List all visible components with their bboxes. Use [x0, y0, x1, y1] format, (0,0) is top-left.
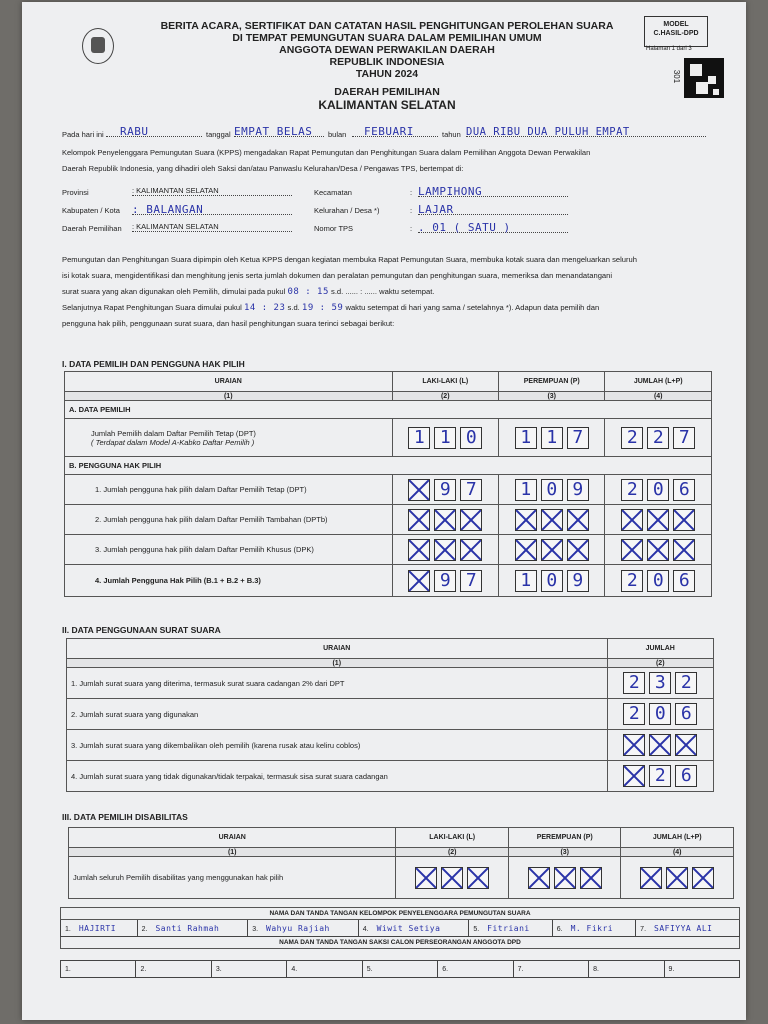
hari-value: RABU — [120, 125, 149, 138]
form-header — [152, 20, 622, 111]
paragraph-line — [62, 284, 732, 300]
cell — [499, 505, 605, 535]
col-number: (3) — [508, 848, 621, 857]
opening-text: Kelompok Penyelenggara Pemungutan Suara (KPPS) mengadakan Rapat Pemungutan dan Penghitungan Suara dalam Pemilihan Anggota Dewan Perwakilan — [62, 148, 591, 157]
table-row — [67, 761, 714, 792]
col-perempuan: PEREMPUAN (P) — [499, 372, 605, 392]
digit-box: 2 — [621, 479, 643, 501]
table-row — [65, 419, 712, 457]
signature-name: Santi Rahmah — [155, 923, 220, 933]
crossed-box — [647, 509, 669, 531]
section-1-table — [64, 371, 712, 597]
crossed-box — [467, 867, 489, 889]
kelurahan-field — [418, 200, 568, 215]
kpps-signature-cell — [552, 920, 635, 937]
cell — [499, 419, 605, 457]
digit-boxes — [397, 479, 494, 501]
model-label: MODEL — [663, 21, 689, 28]
signature-number: 7. — [640, 925, 647, 933]
digit-box: 1 — [515, 427, 537, 449]
digit-box: 0 — [460, 427, 482, 449]
cell — [605, 565, 712, 597]
daerah-pemilihan-value: : KALIMANTAN SELATAN — [132, 222, 292, 232]
provinsi-value: : KALIMANTAN SELATAN — [132, 186, 292, 196]
crossed-box — [567, 539, 589, 561]
kpps-signature-title: NAMA DAN TANDA TANGAN KELOMPOK PENYELENGGARA PEMUNGUTAN SUARA — [61, 908, 740, 920]
table-row — [67, 730, 714, 761]
row-label: 2. Jumlah surat suara yang digunakan — [67, 699, 608, 730]
row-label: 2. Jumlah pengguna hak pilih dalam Daftar Pemilih Tambahan (DPTb) — [65, 505, 393, 535]
saksi-signature-cell: 9. — [664, 961, 740, 978]
kabupaten-field — [132, 200, 292, 215]
digit-box: 9 — [567, 570, 589, 592]
digit-boxes — [612, 703, 710, 725]
section-2-title: II. DATA PENGGUNAAN SURAT SUARA — [62, 625, 221, 635]
model-code: C.HASIL-DPD — [653, 30, 699, 37]
daerah-label: DAERAH PEMILIHAN — [334, 86, 440, 98]
daerah-pemilihan-label: Daerah Pemilihan — [62, 224, 122, 233]
col-number: (2) — [396, 848, 509, 857]
col-uraian: URAIAN — [69, 828, 396, 848]
digit-box: 9 — [567, 479, 589, 501]
cell — [392, 505, 498, 535]
saksi-signature-cell: 4. — [287, 961, 362, 978]
table-row — [65, 505, 712, 535]
crossed-box — [675, 734, 697, 756]
kelurahan-label: Kelurahan / Desa *) — [314, 206, 380, 215]
digit-box: 6 — [675, 765, 697, 787]
col-perempuan: PEREMPUAN (P) — [508, 828, 621, 848]
digit-box: 0 — [647, 570, 669, 592]
crossed-box — [554, 867, 576, 889]
signature-number: 1. — [65, 925, 71, 933]
digit-box: 6 — [673, 479, 695, 501]
digit-boxes — [503, 479, 600, 501]
digit-boxes — [609, 427, 707, 449]
row-label: 3. Jumlah pengguna hak pilih dalam Daftar Pemilih Khusus (DPK) — [65, 535, 393, 565]
saksi-signature-cell: 5. — [362, 961, 437, 978]
header-line: DI TEMPAT PEMUNGUTAN SUARA DALAM PEMILIHAN UMUM — [232, 32, 542, 44]
digit-boxes — [609, 509, 707, 531]
digit-boxes — [612, 765, 710, 787]
section-3-table — [68, 827, 734, 899]
digit-box: 2 — [675, 672, 697, 694]
digit-boxes — [609, 570, 707, 592]
digit-boxes — [503, 570, 600, 592]
tanggal-value: EMPAT BELAS — [234, 125, 313, 138]
digit-box: 1 — [515, 479, 537, 501]
digit-box: 0 — [649, 703, 671, 725]
table-row — [67, 699, 714, 730]
crossed-box — [541, 539, 563, 561]
header-line: TAHUN 2024 — [355, 68, 419, 80]
cell — [396, 857, 509, 899]
col-laki: LAKI-LAKI (L) — [396, 828, 509, 848]
cell — [392, 535, 498, 565]
cell — [499, 565, 605, 597]
col-number: (2) — [392, 392, 498, 401]
digit-boxes — [503, 427, 600, 449]
digit-boxes — [609, 539, 707, 561]
tanggal-field — [234, 122, 324, 137]
kecamatan-value: LAMPIHONG — [418, 185, 483, 198]
crossed-box — [623, 734, 645, 756]
digit-boxes — [397, 427, 494, 449]
digit-box: 1 — [515, 570, 537, 592]
col-uraian: URAIAN — [65, 372, 393, 392]
paragraph-line — [62, 300, 732, 316]
digit-box: 7 — [567, 427, 589, 449]
col-uraian: URAIAN — [67, 639, 608, 659]
kpps-signature-cell — [636, 920, 740, 937]
table-row — [65, 565, 712, 597]
dpt-label: Jumlah Pemilih dalam Daftar Pemilih Tetap (DPT) — [91, 428, 256, 438]
signature-name: Wiwit Setiya — [376, 923, 441, 933]
digit-box: 7 — [460, 479, 482, 501]
cell — [499, 535, 605, 565]
paragraph-text: s.d. ...... : ...... waktu setempat. — [331, 287, 435, 296]
crossed-box — [434, 509, 456, 531]
crossed-box — [692, 867, 714, 889]
digit-box: 2 — [621, 427, 643, 449]
section-1-title: I. DATA PEMILIH DAN PENGGUNA HAK PILIH — [62, 359, 245, 369]
paragraph-text: Selanjutnya Rapat Penghitungan Suara dimulai pukul — [62, 303, 242, 312]
paragraph-line: isi kotak suara, mengidentifikasi dan menghitung jenis serta jumlah dokumen dan peralatan pemungutan dan penghitungan suara, memeriksa dan menandatangani — [62, 271, 613, 280]
cell — [607, 699, 714, 730]
cell — [605, 505, 712, 535]
crossed-box — [640, 867, 662, 889]
time-end-count: 19 : 59 — [301, 303, 344, 313]
bulan-field — [352, 122, 438, 137]
colon: : — [410, 224, 413, 233]
section-2-table — [66, 638, 714, 792]
digit-box: 2 — [623, 672, 645, 694]
row-label: 1. Jumlah pengguna hak pilih dalam Daftar Pemilih Tetap (DPT) — [65, 475, 393, 505]
row-label — [65, 419, 393, 457]
digit-box: 2 — [621, 570, 643, 592]
signature-name: M. Fikri — [570, 923, 614, 933]
crossed-box — [408, 509, 430, 531]
time-start-count: 14 : 23 — [243, 303, 286, 313]
crossed-box — [434, 539, 456, 561]
row-label: 4. Jumlah surat suara yang tidak digunakan/tidak terpakai, termasuk sisa surat suara cadangan — [67, 761, 608, 792]
paragraph-text: s.d. — [287, 303, 300, 312]
crossed-box — [621, 509, 643, 531]
saksi-signature-cell: 7. — [513, 961, 588, 978]
digit-box: 2 — [623, 703, 645, 725]
digit-boxes — [397, 509, 494, 531]
opening-text: Daerah Republik Indonesia, yang dihadiri oleh Saksi dan/atau Panwaslu Kelurahan/Desa / Pengawas TPS, bertempat di: — [62, 164, 464, 173]
provinsi-label: Provinsi — [62, 188, 89, 197]
saksi-signature-cell: 8. — [589, 961, 664, 978]
cell — [607, 730, 714, 761]
cell — [605, 419, 712, 457]
cell — [607, 761, 714, 792]
row-label: Jumlah seluruh Pemilih disabilitas yang menggunakan hak pilih — [69, 857, 396, 899]
signature-name: SAFIYYA ALI — [654, 923, 713, 933]
kpps-signature-table — [60, 907, 740, 949]
digit-box: 6 — [675, 703, 697, 725]
kabupaten-label: Kabupaten / Kota — [62, 206, 120, 215]
time-start-prep: 08 : 15 — [287, 287, 329, 297]
signature-number: 2. — [141, 925, 148, 933]
row-label: 1. Jumlah surat suara yang diterima, termasuk surat suara cadangan 2% dari DPT — [67, 668, 608, 699]
tps-label: Nomor TPS — [314, 224, 354, 233]
crossed-box — [567, 509, 589, 531]
section-3-title: III. DATA PEMILIH DISABILITAS — [62, 812, 188, 822]
cell — [392, 475, 498, 505]
col-number: (4) — [621, 848, 734, 857]
signature-number: 4. — [362, 925, 369, 933]
col-jumlah: JUMLAH (L+P) — [605, 372, 712, 392]
cell — [621, 857, 734, 899]
col-laki: LAKI-LAKI (L) — [392, 372, 498, 392]
crossed-box — [647, 539, 669, 561]
saksi-signature-table — [60, 960, 740, 978]
bulan-value: FEBUARI — [364, 125, 414, 138]
pada-hari-ini-label: Pada hari ini — [62, 130, 104, 139]
crossed-box — [515, 509, 537, 531]
digit-box: 2 — [649, 765, 671, 787]
col-number: (1) — [67, 659, 608, 668]
cell — [607, 668, 714, 699]
saksi-signature-cell: 2. — [136, 961, 211, 978]
crossed-box — [408, 479, 430, 501]
saksi-signature-cell: 1. — [61, 961, 136, 978]
header-line: REPUBLIK INDONESIA — [329, 56, 445, 68]
table-row — [65, 475, 712, 505]
digit-boxes — [397, 539, 494, 561]
saksi-signature-cell: 3. — [211, 961, 286, 978]
colon: : — [410, 206, 413, 215]
signature-number: 5. — [473, 925, 480, 933]
qr-code-icon — [684, 58, 724, 98]
cell — [499, 475, 605, 505]
crossed-box — [649, 734, 671, 756]
digit-boxes — [612, 672, 710, 694]
digit-box: 1 — [434, 427, 456, 449]
form-page — [22, 2, 746, 1020]
digit-boxes — [625, 867, 729, 889]
kecamatan-field — [418, 182, 568, 197]
digit-box: 0 — [541, 479, 563, 501]
paragraph-text: waktu setempat di hari yang sama / setelahnya *). Adapun data pemilih dan — [345, 303, 600, 312]
digit-box: 9 — [434, 570, 456, 592]
paragraph-line: pengguna hak pilih, penggunaan surat suara, dan hasil penghitungan suara terinci sebagai berikut: — [62, 319, 395, 328]
digit-boxes — [503, 509, 600, 531]
row-label: 4. Jumlah Pengguna Hak Pilih (B.1 + B.2 + B.3) — [65, 565, 393, 597]
saksi-signature-title: NAMA DAN TANDA TANGAN SAKSI CALON PERSEORANGAN ANGGOTA DPD — [61, 937, 740, 949]
digit-box: 0 — [647, 479, 669, 501]
header-line: ANGGOTA DEWAN PERWAKILAN DAERAH — [279, 44, 495, 56]
table-row — [69, 857, 734, 899]
row-label: 3. Jumlah surat suara yang dikembalikan oleh pemilih (karena rusak atau keliru coblos) — [67, 730, 608, 761]
subsection-a-title: A. DATA PEMILIH — [65, 401, 712, 419]
digit-boxes — [612, 734, 710, 756]
signature-name: HAJIRTI — [78, 923, 117, 933]
form-code: 301 — [672, 69, 682, 84]
procedure-paragraph — [62, 252, 732, 332]
paragraph-text: surat suara yang akan digunakan oleh Pemilih, dimulai pada pukul — [62, 287, 286, 296]
crossed-box — [623, 765, 645, 787]
tahun-value: DUA RIBU DUA PULUH EMPAT — [466, 126, 630, 138]
kpps-signature-cell — [469, 920, 552, 937]
crossed-box — [621, 539, 643, 561]
signature-number: 6. — [556, 925, 563, 933]
saksi-signature-cell: 6. — [438, 961, 513, 978]
digit-boxes — [503, 539, 600, 561]
table-row — [65, 535, 712, 565]
crossed-box — [580, 867, 602, 889]
col-number: (1) — [65, 392, 393, 401]
digit-boxes — [400, 867, 504, 889]
col-jumlah: JUMLAH — [607, 639, 714, 659]
cell — [605, 535, 712, 565]
digit-box: 7 — [460, 570, 482, 592]
crossed-box — [441, 867, 463, 889]
digit-box: 9 — [434, 479, 456, 501]
digit-box: 6 — [673, 570, 695, 592]
digit-boxes — [513, 867, 617, 889]
crossed-box — [408, 539, 430, 561]
cell — [605, 475, 712, 505]
digit-box: 1 — [541, 427, 563, 449]
kpps-signature-cell — [61, 920, 138, 937]
bulan-label: bulan — [328, 130, 347, 139]
model-box — [644, 16, 708, 47]
subsection-b-title: B. PENGGUNA HAK PILIH — [65, 457, 712, 475]
signature-name: Wahyu Rajiah — [266, 923, 330, 933]
table-row — [67, 668, 714, 699]
dpt-note: ( Terdapat dalam Model A-Kabko Daftar Pemilih ) — [91, 437, 255, 447]
col-number: (2) — [607, 659, 714, 668]
cell — [392, 565, 498, 597]
cell — [508, 857, 621, 899]
crossed-box — [460, 539, 482, 561]
crossed-box — [541, 509, 563, 531]
kpps-signature-cell — [358, 920, 469, 937]
saksi-signature-row — [61, 961, 740, 978]
crossed-box — [673, 539, 695, 561]
col-jumlah: JUMLAH (L+P) — [621, 828, 734, 848]
tahun-label: tahun — [442, 130, 461, 139]
page-info: Halaman 1 dari 3 — [646, 46, 692, 52]
crossed-box — [408, 570, 430, 592]
crossed-box — [460, 509, 482, 531]
kecamatan-label: Kecamatan — [314, 188, 352, 197]
digit-boxes — [609, 479, 707, 501]
crossed-box — [673, 509, 695, 531]
kpps-signature-cell — [248, 920, 359, 937]
tps-field — [418, 218, 568, 233]
col-number: (3) — [499, 392, 605, 401]
kpps-signature-cell — [137, 920, 248, 937]
digit-box: 1 — [408, 427, 430, 449]
crossed-box — [515, 539, 537, 561]
digit-box: 2 — [647, 427, 669, 449]
colon: : — [410, 188, 413, 197]
col-number: (1) — [69, 848, 396, 857]
tps-value: . 01 ( SATU ) — [418, 221, 511, 234]
kpu-emblem-icon — [82, 28, 114, 64]
digit-box: 3 — [649, 672, 671, 694]
col-number: (4) — [605, 392, 712, 401]
kelurahan-value: LAJAR — [418, 203, 454, 216]
digit-box: 0 — [541, 570, 563, 592]
kpps-signature-row — [61, 920, 740, 937]
cell — [392, 419, 498, 457]
digit-boxes — [397, 570, 494, 592]
daerah-value: KALIMANTAN SELATAN — [318, 98, 456, 112]
signature-name: Fitriani — [487, 923, 530, 933]
signature-number: 3. — [252, 925, 259, 933]
header-line: BERITA ACARA, SERTIFIKAT DAN CATATAN HASIL PENGHITUNGAN PEROLEHAN SUARA — [160, 20, 614, 32]
crossed-box — [666, 867, 688, 889]
crossed-box — [528, 867, 550, 889]
hari-field — [106, 122, 202, 137]
kabupaten-value: : BALANGAN — [132, 203, 204, 216]
digit-box: 7 — [673, 427, 695, 449]
tanggal-label: tanggal — [206, 130, 231, 139]
tahun-field — [466, 122, 706, 137]
paragraph-line: Pemungutan dan Penghitungan Suara dipimpin oleh Ketua KPPS dengan kegiatan membuka Rapat Pemungutan Suara, membuka kotak suara dan mengeluarkan seluruh — [62, 255, 637, 264]
crossed-box — [415, 867, 437, 889]
